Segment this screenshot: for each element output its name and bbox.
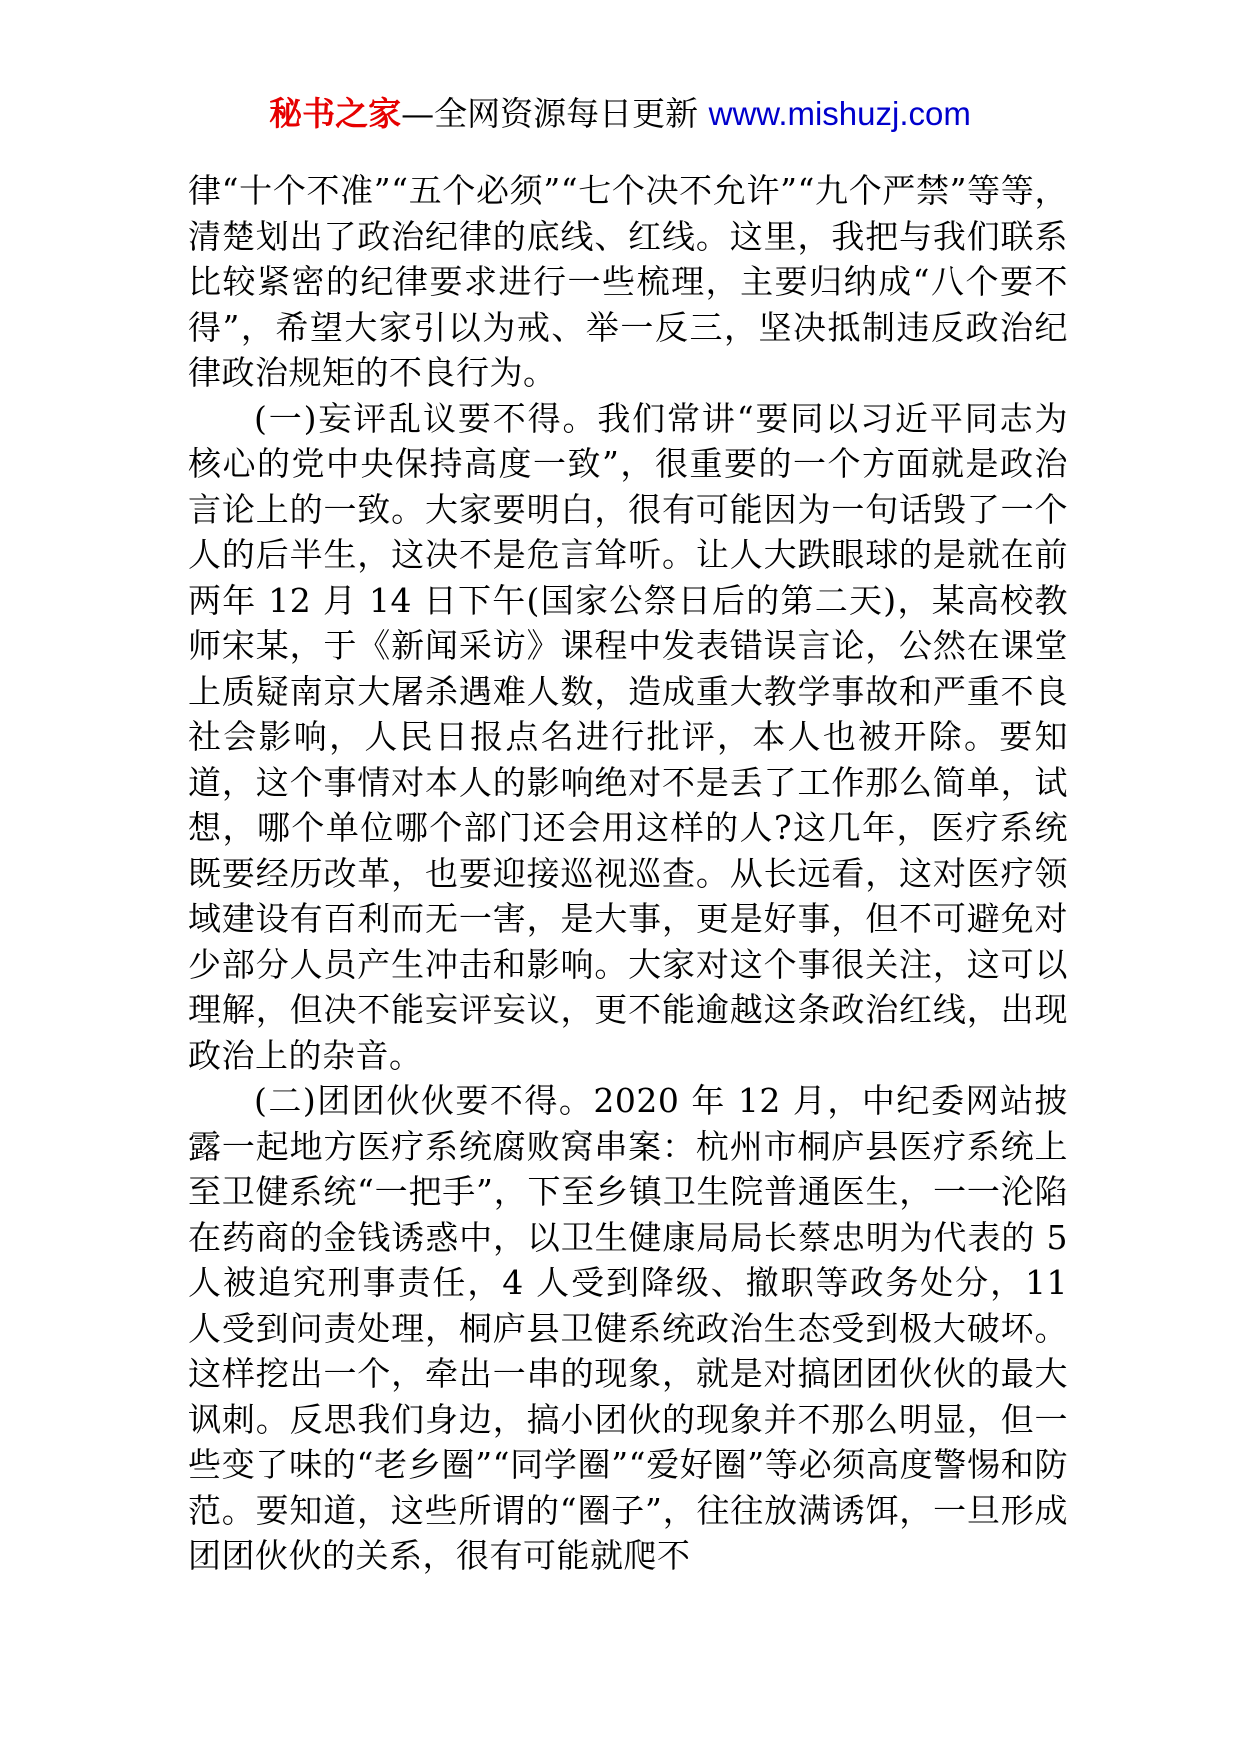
site-url-link[interactable]: www.mishuzj.com <box>708 95 971 132</box>
page-header <box>0 92 1240 136</box>
paragraph-continuation: 律“十个不准”“五个必须”“七个决不允许”“九个严禁”等等，清楚划出了政治纪律的底线、红线。这里，我把与我们联系比较紧密的纪律要求进行一些梳理，主要归纳成“八个要不得”，希望大家引以为戒、举一反三，坚决抵制违反政治纪律政治规矩的不良行为。 <box>188 171 1068 392</box>
paragraph-section-two: (二)团团伙伙要不得。2020 年 12 月，中纪委网站披露一起地方医疗系统腐败窝串案：杭州市桐庐县医疗系统上至卫健系统“一把手”，下至乡镇卫生院普通医生，一一沦陷在药商的金钱诱惑中，以卫生健康局局长蔡忠明为代表的 5 人被追究刑事责任，4 人受到降级、撤职等政务处分，11 人受到问责处理，桐庐县卫健系统政治生态受到极大破坏。这样挖出一个，牵出一串的现象，就是对搞团团伙伙的最大讽刺。反思我们身边，搞小团伙的现象并不那么明显，但一些变了味的“老乡圈”“同学圈”“爱好圈”等必须高度警惕和防范。要知道，这些所谓的“圈子”，往往放满诱饵，一旦形成团团伙伙的关系，很有可能就爬不 <box>188 1081 1068 1575</box>
brand-name: 秘书之家 <box>269 94 402 133</box>
paragraph-section-one: (一)妄评乱议要不得。我们常讲“要同以习近平同志为核心的党中央保持高度一致”，很重要的一个方面就是政治言论上的一致。大家要明白，很有可能因为一句话毁了一个人的后半生，这决不是危言耸听。让人大跌眼球的是就在前两年 12 月 14 日下午(国家公祭日后的第二天)，某高校教师宋某，于《新闻采访》课程中发表错误言论，公然在课堂上质疑南京大屠杀遇难人数，造成重大教学事故和严重不良社会影响，人民日报点名进行批评，本人也被开除。要知道，这个事情对本人的影响绝对不是丢了工作那么简单，试想，哪个单位哪个部门还会用这样的人?这几年，医疗系统既要经历改革，也要迎接巡视巡查。从长远看，这对医疗领域建设有百利而无一害，是大事，更是好事，但不可避免对少部分人员产生冲击和影响。大家对这个事很关注，这可以理解，但决不能妄评妄议，更不能逾越这条政治红线，出现政治上的杂音。 <box>188 398 1068 1075</box>
document-body <box>188 168 1068 1579</box>
header-tagline: —全网资源每日更新 <box>401 94 709 133</box>
